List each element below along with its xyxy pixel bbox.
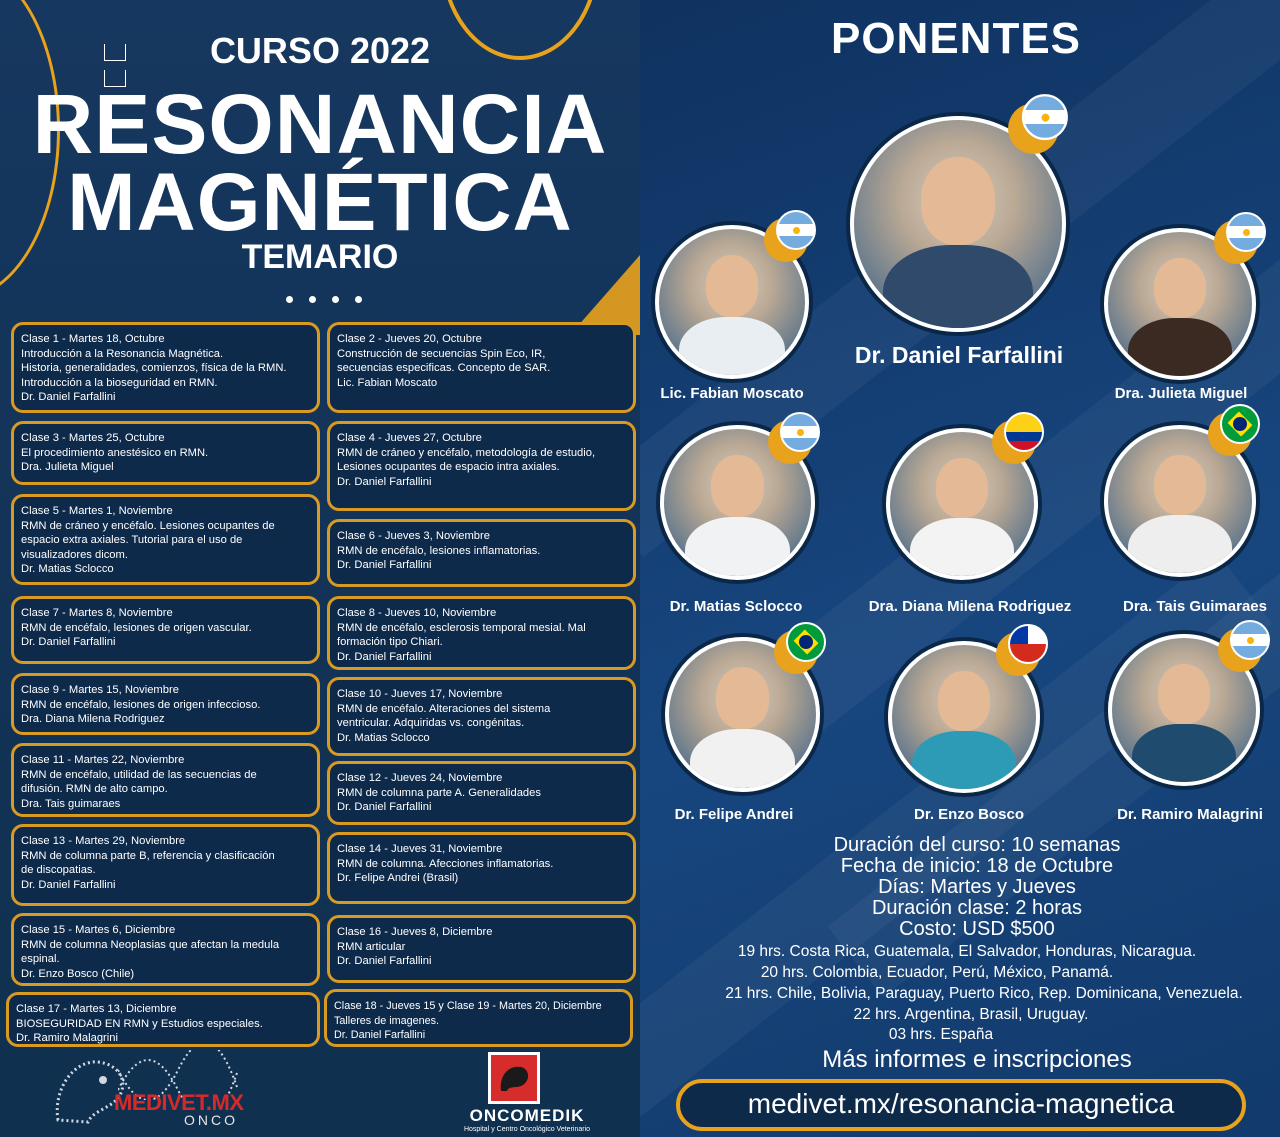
speaker-name: Dra. Julieta Miguel	[1114, 385, 1248, 402]
brazil-flag-icon	[774, 622, 826, 674]
class-topic: RMN de columna parte A. Generalidades	[337, 786, 541, 799]
class-title: Clase 18 - Jueves 15 y Clase 19 - Martes 20, Diciembre	[334, 1000, 602, 1012]
class-duration: Duración clase: 2 horas	[871, 897, 1083, 919]
class-speaker: Dr. Daniel Farfallini	[334, 1029, 426, 1042]
class-speaker: Dr. Enzo Bosco (Chile)	[21, 967, 135, 980]
brazil-flag-icon	[1208, 404, 1260, 456]
speakers-heading: PONENTES	[830, 14, 1082, 63]
class-card	[327, 677, 636, 756]
dots-divider	[286, 296, 362, 303]
class-card	[327, 832, 636, 904]
class-card	[327, 915, 636, 983]
class-speaker: Dr. Matias Sclocco	[337, 731, 430, 744]
course-year: CURSO 2022	[209, 30, 431, 71]
course-duration: Duración del curso: 10 semanas	[833, 834, 1121, 856]
section-subtitle: TEMARIO	[241, 238, 399, 276]
class-card	[11, 824, 320, 906]
class-card	[11, 596, 320, 664]
class-topic: formación tipo Chiari.	[337, 636, 443, 649]
class-card	[11, 913, 320, 986]
class-topic: Introducción a la Resonancia Magnética.	[21, 347, 224, 360]
class-card	[11, 673, 320, 735]
class-title: Clase 10 - Jueves 17, Noviembre	[337, 688, 503, 700]
class-speaker: Dr. Matias Sclocco	[21, 563, 114, 576]
class-topic: Lesiones ocupantes de espacio intra axiales.	[337, 461, 560, 474]
class-topic: RMN de encéfalo. Alteraciones del sistema	[337, 702, 551, 715]
class-speaker: Dr. Daniel Farfallini	[21, 878, 116, 891]
schedule-line: 22 hrs. Argentina, Brasil, Uruguay.	[853, 1006, 1089, 1023]
class-speaker: Dr. Daniel Farfallini	[21, 636, 116, 649]
course-days: Días: Martes y Jueves	[878, 876, 1076, 898]
schedule-line: 19 hrs. Costa Rica, Guatemala, El Salvador, Honduras, Nicaragua.	[737, 943, 1197, 960]
class-card	[11, 494, 320, 585]
class-topic: ventricular. Adquiridas vs. congénitas.	[337, 717, 525, 730]
oncomedik-subtitle: Hospital y Centro Oncológico Veterinario	[463, 1126, 591, 1133]
class-card	[327, 519, 636, 587]
class-speaker: Dr. Felipe Andrei (Brasil)	[337, 872, 459, 885]
oncomedik-mark-icon	[488, 1052, 540, 1104]
class-title: Clase 9 - Martes 15, Noviembre	[21, 684, 179, 696]
class-topic: secuencias especificas. Concepto de SAR.	[337, 362, 551, 375]
class-speaker: Dr. Daniel Farfallini	[337, 559, 432, 572]
class-topic: RMN de cráneo y encéfalo. Lesiones ocupantes de	[21, 519, 275, 532]
chile-flag-icon	[996, 624, 1048, 676]
class-card	[327, 596, 636, 670]
class-topic: RMN articular	[337, 940, 406, 953]
speaker-name: Lic. Fabian Moscato	[660, 385, 804, 402]
class-card	[327, 421, 636, 511]
class-title: Clase 13 - Martes 29, Noviembre	[21, 835, 186, 847]
class-speaker: Dr. Daniel Farfallini	[337, 955, 432, 968]
class-title: Clase 17 - Martes 13, Diciembre	[16, 1003, 177, 1015]
class-topic: espinal.	[21, 953, 60, 966]
class-topic: RMN de columna parte B, referencia y clasificación	[21, 849, 275, 862]
class-title: Clase 1 - Martes 18, Octubre	[21, 333, 165, 345]
class-card	[324, 989, 633, 1047]
argentina-flag-icon	[768, 412, 820, 464]
class-topic: Historia, generalidades, comienzos, física de la RMN.	[21, 362, 287, 375]
class-topic: espacio extra axiales. Tutorial para el uso de	[21, 534, 243, 547]
class-topic: RMN de cráneo y encéfalo, metodología de estudio,	[337, 446, 596, 459]
class-speaker: Dra. Julieta Miguel	[21, 461, 114, 474]
medivet-logo	[48, 1050, 248, 1130]
class-topic: RMN de encéfalo, esclerosis temporal mesial. Mal	[337, 621, 586, 634]
class-speaker: Dr. Daniel Farfallini	[337, 475, 432, 488]
class-topic: de discopatias.	[21, 864, 96, 877]
class-title: Clase 15 - Martes 6, Diciembre	[21, 924, 176, 936]
class-title: Clase 5 - Martes 1, Noviembre	[21, 505, 173, 517]
class-title: Clase 12 - Jueves 24, Noviembre	[337, 772, 503, 784]
class-title: Clase 7 - Martes 8, Noviembre	[21, 607, 173, 619]
speaker-name: Dr. Enzo Bosco	[913, 806, 1025, 823]
class-card	[6, 992, 320, 1047]
class-card	[11, 421, 320, 485]
class-card	[11, 743, 320, 817]
argentina-flag-icon	[1218, 620, 1270, 672]
class-speaker: Dr. Daniel Farfallini	[337, 650, 432, 663]
class-title: Clase 16 - Jueves 8, Diciembre	[337, 926, 493, 938]
class-speaker: Dr. Daniel Farfallini	[337, 801, 432, 814]
class-topic: RMN de encéfalo, lesiones de origen vascular.	[21, 621, 252, 634]
class-topic: BIOSEGURIDAD EN RMN y Estudios especiales.	[16, 1017, 263, 1030]
argentina-flag-icon	[1214, 212, 1266, 264]
class-topic: El procedimiento anestésico en RMN.	[21, 446, 209, 459]
class-speaker: Dr. Ramiro Malagrini	[16, 1032, 118, 1045]
registration-link[interactable]: medivet.mx/resonancia-magnetica	[676, 1079, 1246, 1131]
speaker-name: Dra. Tais Guimaraes	[1123, 598, 1267, 615]
oncomedik-logo	[432, 1050, 622, 1135]
class-speaker: Dr. Daniel Farfallini	[21, 391, 116, 404]
more-info-label: Más informes e inscripciones	[822, 1046, 1132, 1073]
class-topic: RMN de encéfalo, lesiones inflamatorias.	[337, 544, 541, 557]
oncomedik-wordmark: ONCOMEDIK	[469, 1106, 585, 1125]
schedule-line: 03 hrs. España	[888, 1026, 994, 1043]
class-title: Clase 2 - Jueves 20, Octubre	[337, 333, 482, 345]
class-topic: RMN de encéfalo, lesiones de origen infeccioso.	[21, 698, 261, 711]
class-speaker: Dra. Tais guimaraes	[21, 797, 121, 810]
class-title: Clase 11 - Martes 22, Noviembre	[21, 754, 185, 766]
speaker-name: Dr. Matias Sclocco	[669, 598, 803, 615]
speaker-name: Dr. Felipe Andrei	[674, 806, 794, 823]
class-speaker: Lic. Fabian Moscato	[337, 376, 438, 389]
medivet-wordmark: MEDIVET.MX	[114, 1090, 244, 1115]
class-card	[327, 761, 636, 825]
class-topic: RMN de encéfalo, utilidad de las secuencias de	[21, 768, 257, 781]
speaker-name: Dr. Daniel Farfallini	[854, 342, 1064, 368]
class-topic: difusión. RMN de alto campo.	[21, 783, 168, 796]
argentina-flag-icon	[764, 210, 816, 262]
colombia-flag-icon	[992, 412, 1044, 464]
class-topic: RMN de columna. Afecciones inflamatorias.	[337, 857, 554, 870]
class-topic: Construcción de secuencias Spin Eco, IR,	[337, 347, 546, 360]
class-speaker: Dra. Diana Milena Rodriguez	[21, 713, 165, 726]
title-line-1: RESONANCIA	[32, 77, 608, 171]
class-topic: Talleres de imagenes.	[334, 1014, 440, 1027]
class-topic: Introducción a la bioseguridad en RMN.	[21, 376, 218, 389]
class-title: Clase 14 - Jueves 31, Noviembre	[337, 843, 503, 855]
class-card	[11, 322, 320, 413]
speaker-name: Dra. Diana Milena Rodriguez	[868, 598, 1072, 615]
course-start-date: Fecha de inicio: 18 de Octubre	[840, 855, 1114, 877]
class-title: Clase 6 - Jueves 3, Noviembre	[337, 530, 490, 542]
class-title: Clase 3 - Martes 25, Octubre	[21, 432, 165, 444]
course-cost: Costo: USD $500	[899, 918, 1055, 940]
title-line-2: MAGNÉTICA	[67, 157, 573, 248]
medivet-subtitle: ONCO	[184, 1112, 238, 1128]
class-title: Clase 8 - Jueves 10, Noviembre	[337, 607, 497, 619]
class-topic: RMN de columna Neoplasias que afectan la medula	[21, 938, 280, 951]
schedule-line: 21 hrs. Chile, Bolivia, Paraguay, Puerto Rico, Rep. Dominicana, Venezuela.	[725, 985, 1243, 1002]
schedule-line: 20 hrs. Colombia, Ecuador, Perú, México, Panamá.	[760, 964, 1114, 981]
argentina-flag-icon	[1008, 94, 1068, 154]
class-title: Clase 4 - Jueves 27, Octubre	[337, 432, 482, 444]
class-topic: visualizadores dicom.	[21, 548, 128, 561]
speaker-name: Dr. Ramiro Malagrini	[1117, 806, 1263, 823]
class-card	[327, 322, 636, 413]
